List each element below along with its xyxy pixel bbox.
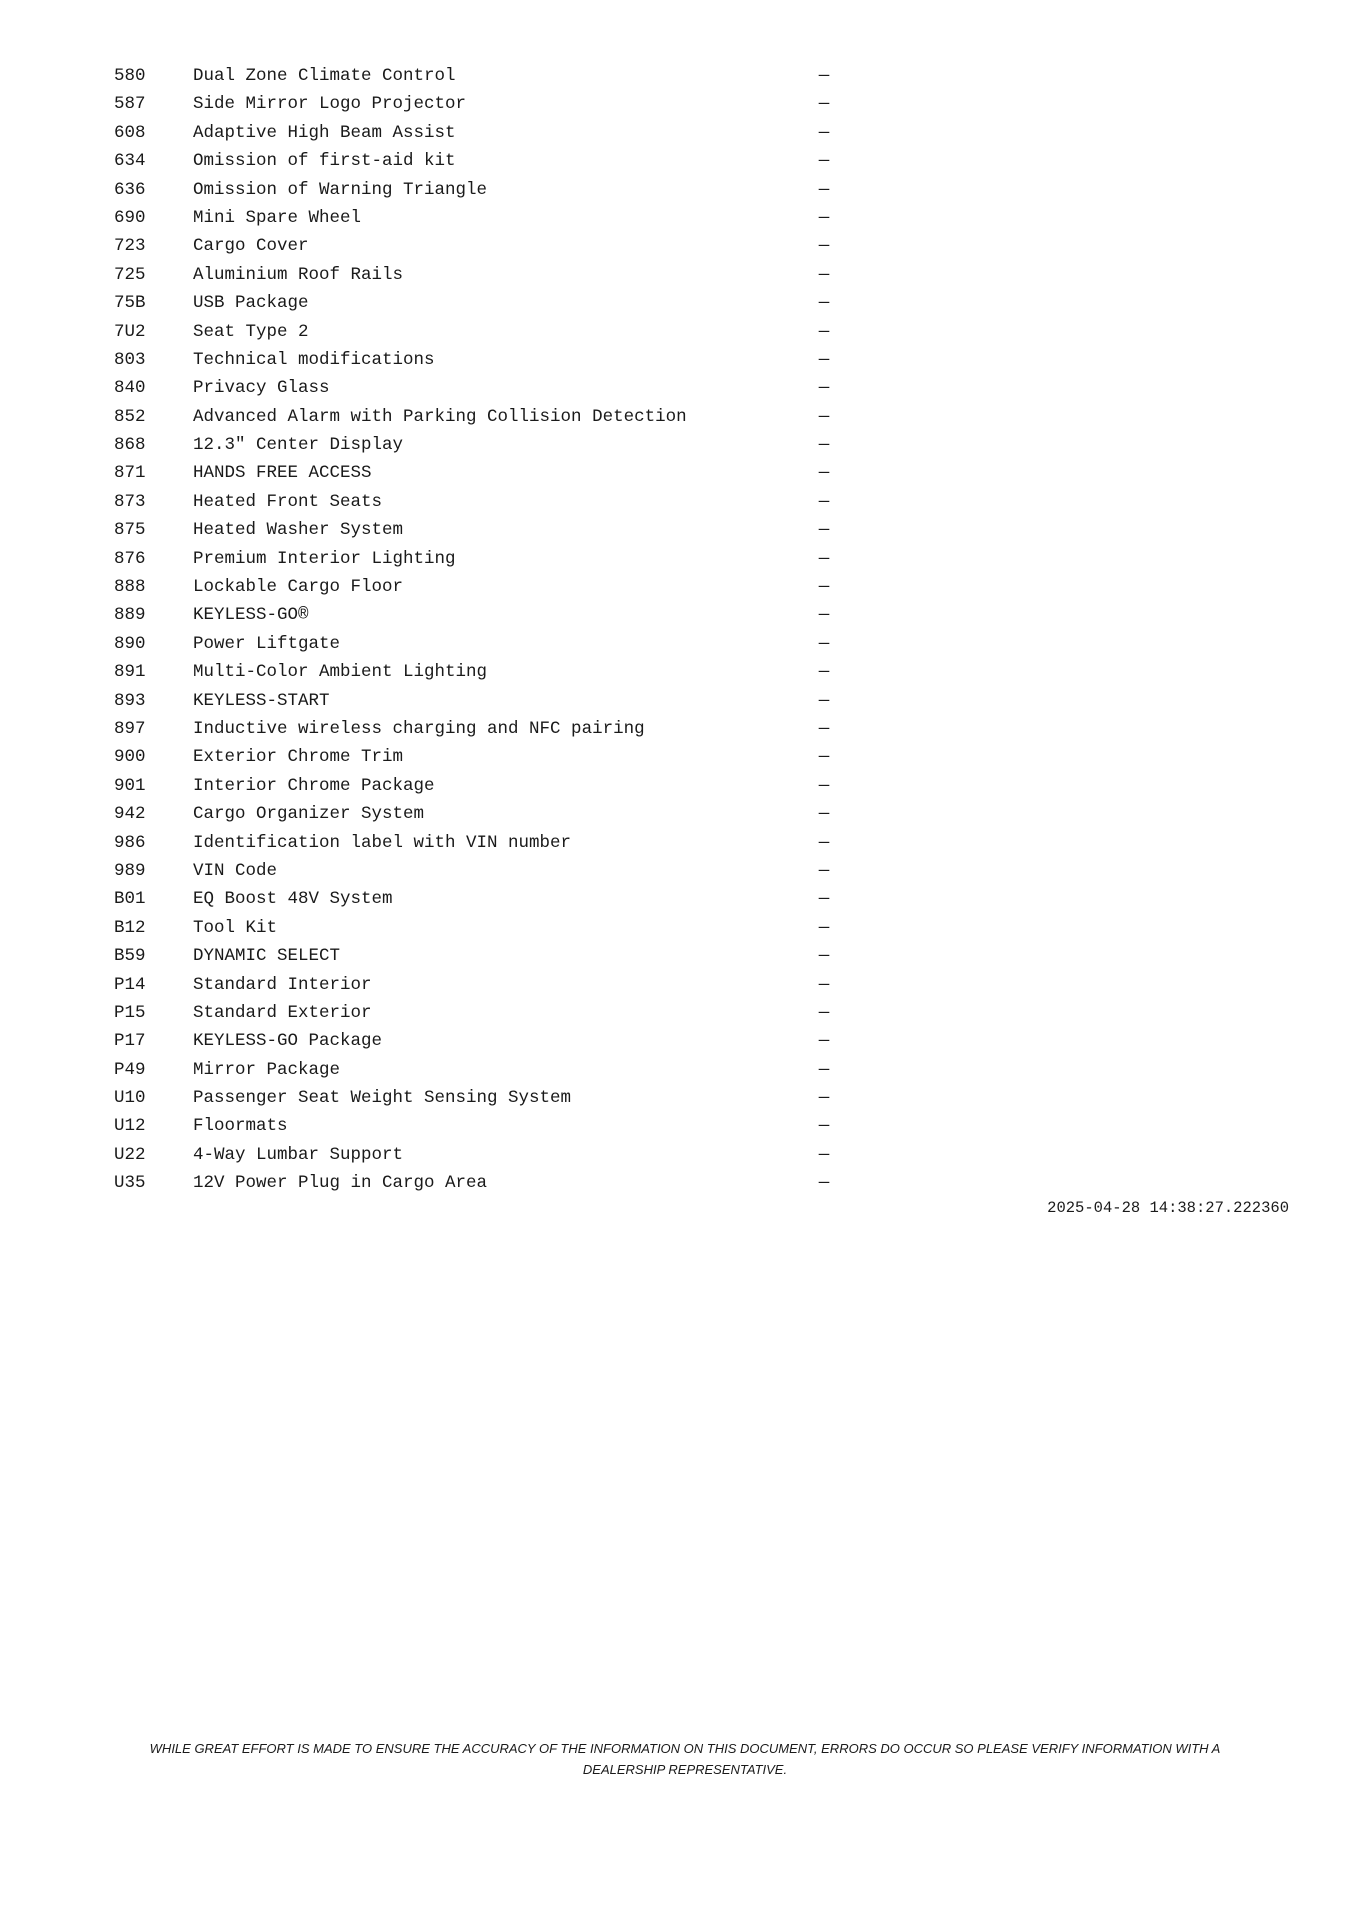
option-description: VIN Code <box>193 860 278 881</box>
option-code: 893 <box>114 690 146 711</box>
option-code: 690 <box>114 207 146 228</box>
option-description: 12.3" Center Display <box>193 435 404 456</box>
option-price: — <box>818 264 830 285</box>
option-row <box>114 800 834 828</box>
option-row <box>114 857 834 885</box>
option-description: HANDS FREE ACCESS <box>193 463 372 484</box>
option-description: Power Liftgate <box>193 633 341 654</box>
option-price: — <box>818 406 830 427</box>
option-price: — <box>818 435 830 456</box>
option-row <box>114 1141 834 1169</box>
option-price: — <box>818 94 830 115</box>
option-price: — <box>818 236 830 257</box>
option-price: — <box>818 1031 830 1052</box>
option-description: Cargo Cover <box>193 236 309 257</box>
option-price: — <box>818 151 830 172</box>
option-row <box>114 90 834 118</box>
option-price: — <box>818 1002 830 1023</box>
option-code: P49 <box>114 1059 146 1080</box>
option-price: — <box>818 293 830 314</box>
option-price: — <box>818 491 830 512</box>
option-description: Dual Zone Climate Control <box>193 66 456 86</box>
option-price: — <box>818 917 830 938</box>
option-description: Tool Kit <box>193 917 278 938</box>
option-price: — <box>818 946 830 967</box>
option-row <box>114 630 834 658</box>
option-code: 897 <box>114 718 146 739</box>
option-row <box>114 545 834 573</box>
option-description: Mini Spare Wheel <box>193 207 362 228</box>
option-code: 608 <box>114 122 146 143</box>
option-row <box>114 289 834 317</box>
option-code: 587 <box>114 94 146 115</box>
option-price: — <box>818 66 830 86</box>
option-price: — <box>818 463 830 484</box>
option-row <box>114 772 834 800</box>
option-description: Omission of Warning Triangle <box>193 179 488 200</box>
option-description: Interior Chrome Package <box>193 775 435 796</box>
option-row <box>114 743 834 771</box>
option-price: — <box>818 1173 830 1194</box>
option-code: 891 <box>114 662 146 683</box>
option-description: Lockable Cargo Floor <box>193 577 404 598</box>
option-price: — <box>818 349 830 370</box>
option-description: Technical modifications <box>193 349 435 370</box>
option-price: — <box>818 179 830 200</box>
option-description: Side Mirror Logo Projector <box>193 94 467 115</box>
option-price: — <box>818 747 830 768</box>
option-row <box>114 204 834 232</box>
option-code: 900 <box>114 747 146 768</box>
option-description: Cargo Organizer System <box>193 804 425 825</box>
option-description: Heated Front Seats <box>193 491 383 512</box>
option-description: Inductive wireless charging and NFC pairing <box>193 718 645 739</box>
option-row <box>114 232 834 260</box>
option-row <box>114 62 834 90</box>
option-row <box>114 942 834 970</box>
option-row <box>114 119 834 147</box>
option-price: — <box>818 548 830 569</box>
option-code: 901 <box>114 775 146 796</box>
option-code: 876 <box>114 548 146 569</box>
option-description: Multi-Color Ambient Lighting <box>193 662 488 683</box>
option-row <box>114 176 834 204</box>
option-code: P17 <box>114 1031 146 1052</box>
option-description: Heated Washer System <box>193 520 404 541</box>
option-row <box>114 914 834 942</box>
option-description: 12V Power Plug in Cargo Area <box>193 1173 488 1194</box>
option-code: 852 <box>114 406 146 427</box>
option-code: 942 <box>114 804 146 825</box>
option-row <box>114 1056 834 1084</box>
option-description: Aluminium Roof Rails <box>193 264 404 285</box>
option-row <box>114 971 834 999</box>
option-description: USB Package <box>193 293 309 314</box>
option-price: — <box>818 633 830 654</box>
option-description: Identification label with VIN number <box>193 832 572 853</box>
option-code: 634 <box>114 151 146 172</box>
option-row <box>114 715 834 743</box>
option-price: — <box>818 718 830 739</box>
option-code: 7U2 <box>114 321 146 342</box>
option-price: — <box>818 860 830 881</box>
option-row <box>114 1112 834 1140</box>
option-description: DYNAMIC SELECT <box>193 946 341 967</box>
option-price: — <box>818 1144 830 1165</box>
option-code: U35 <box>114 1173 146 1194</box>
option-description: Premium Interior Lighting <box>193 548 456 569</box>
option-description: KEYLESS-GO Package <box>193 1031 383 1052</box>
option-description: Seat Type 2 <box>193 321 309 342</box>
option-description: Adaptive High Beam Assist <box>193 122 456 143</box>
option-description: KEYLESS-GO® <box>193 605 309 626</box>
option-code: 725 <box>114 264 146 285</box>
option-code: 840 <box>114 378 146 399</box>
option-row <box>114 147 834 175</box>
option-code: 875 <box>114 520 146 541</box>
option-code: 871 <box>114 463 146 484</box>
option-row <box>114 488 834 516</box>
option-code: 75B <box>114 293 146 314</box>
option-code: P14 <box>114 974 146 995</box>
option-row <box>114 459 834 487</box>
option-price: — <box>818 832 830 853</box>
option-row <box>114 403 834 431</box>
option-code: U12 <box>114 1116 146 1137</box>
option-code: 803 <box>114 349 146 370</box>
option-code: 636 <box>114 179 146 200</box>
option-row <box>114 431 834 459</box>
option-price: — <box>818 775 830 796</box>
option-price: — <box>818 577 830 598</box>
option-description: Floormats <box>193 1116 288 1137</box>
option-code: 580 <box>114 66 146 86</box>
option-price: — <box>818 889 830 910</box>
option-row <box>114 516 834 544</box>
option-code: B01 <box>114 889 146 910</box>
option-description: Exterior Chrome Trim <box>193 747 404 768</box>
option-description: Advanced Alarm with Parking Collision Detection <box>193 406 687 427</box>
option-row <box>114 318 834 346</box>
option-row <box>114 1027 834 1055</box>
options-list <box>114 62 834 1198</box>
option-code: 986 <box>114 832 146 853</box>
disclaimer-footer: WHILE GREAT EFFORT IS MADE TO ENSURE THE ACCURACY OF THE INFORMATION ON THIS DOCUMENT, ERRORS DO OCCUR SO PLEASE VERIFY INFORMATION WITH A DEALERSHIP REPRESENTATIVE. <box>149 1741 1221 1777</box>
option-code: U22 <box>114 1144 146 1165</box>
option-row <box>114 261 834 289</box>
option-code: 868 <box>114 435 146 456</box>
option-code: 890 <box>114 633 146 654</box>
option-price: — <box>818 207 830 228</box>
option-code: B59 <box>114 946 146 967</box>
option-code: 989 <box>114 860 146 881</box>
option-price: — <box>818 1059 830 1080</box>
option-description: Passenger Seat Weight Sensing System <box>193 1088 572 1109</box>
option-code: 723 <box>114 236 146 257</box>
option-description: Standard Interior <box>193 974 372 995</box>
option-description: Mirror Package <box>193 1059 341 1080</box>
option-row <box>114 687 834 715</box>
option-row <box>114 658 834 686</box>
option-row <box>114 601 834 629</box>
option-price: — <box>818 605 830 626</box>
option-code: 889 <box>114 605 146 626</box>
option-price: — <box>818 804 830 825</box>
option-code: U10 <box>114 1088 146 1109</box>
option-description: Standard Exterior <box>193 1002 372 1023</box>
option-price: — <box>818 378 830 399</box>
generated-timestamp: 2025-04-28 14:38:27.222360 <box>1047 1199 1289 1217</box>
option-code: P15 <box>114 1002 146 1023</box>
option-price: — <box>818 520 830 541</box>
option-price: — <box>818 122 830 143</box>
option-price: — <box>818 1116 830 1137</box>
option-row <box>114 1169 834 1197</box>
option-description: KEYLESS-START <box>193 690 330 711</box>
option-price: — <box>818 1088 830 1109</box>
option-price: — <box>818 662 830 683</box>
option-description: EQ Boost 48V System <box>193 889 393 910</box>
option-price: — <box>818 690 830 711</box>
option-row <box>114 829 834 857</box>
option-description: Omission of first-aid kit <box>193 151 456 172</box>
option-row <box>114 346 834 374</box>
option-row <box>114 573 834 601</box>
option-description: 4-Way Lumbar Support <box>193 1144 404 1165</box>
option-row <box>114 885 834 913</box>
option-price: — <box>818 321 830 342</box>
option-code: B12 <box>114 917 146 938</box>
option-row <box>114 374 834 402</box>
option-row <box>114 999 834 1027</box>
option-code: 873 <box>114 491 146 512</box>
option-row <box>114 1084 834 1112</box>
option-price: — <box>818 974 830 995</box>
option-code: 888 <box>114 577 146 598</box>
option-description: Privacy Glass <box>193 378 330 399</box>
